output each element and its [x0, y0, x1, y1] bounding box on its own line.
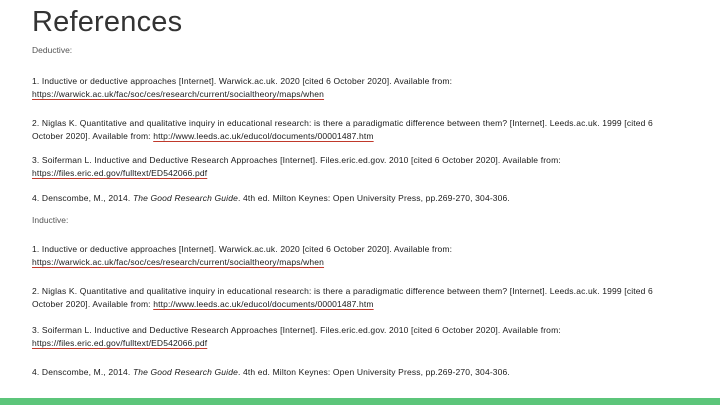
reference-text: 3. Soiferman L. Inductive and Deductive Research Approaches [Internet]. Files.eric.ed.gov. 2010 [cited 6 October 2020]. Available from: — [32, 325, 561, 335]
bottom-accent-bar — [0, 398, 720, 405]
section-label-deductive: Deductive: — [32, 45, 73, 55]
reference-item — [32, 243, 682, 268]
reference-item — [32, 117, 682, 142]
reference-text: 1. Inductive or deductive approaches [Internet]. Warwick.ac.uk. 2020 [cited 6 October 2020]. Available from: — [32, 76, 453, 86]
reference-book-title: The Good Research Guide — [132, 193, 238, 203]
reference-text: 3. Soiferman L. Inductive and Deductive Research Approaches [Internet]. Files.eric.ed.gov. 2010 [cited 6 October 2020]. Available from: — [32, 155, 561, 165]
reference-text: 4. Denscombe, M., 2014. — [32, 367, 131, 377]
reference-link[interactable]: https://files.eric.ed.gov/fulltext/ED542066.pdf — [32, 337, 208, 348]
reference-link[interactable]: https://files.eric.ed.gov/fulltext/ED542066.pdf — [32, 167, 208, 178]
reference-item — [32, 75, 682, 100]
page-title: References — [32, 6, 183, 38]
reference-text: 1. Inductive or deductive approaches [Internet]. Warwick.ac.uk. 2020 [cited 6 October 2020]. Available from: — [32, 244, 453, 254]
section-label-inductive: Inductive: — [32, 215, 69, 225]
reference-item — [32, 285, 682, 310]
reference-link[interactable]: http://www.leeds.ac.uk/educol/documents/00001487.htm — [153, 298, 374, 309]
reference-item — [32, 324, 682, 349]
reference-link[interactable]: https://warwick.ac.uk/fac/soc/ces/research/current/socialtheory/maps/when — [32, 88, 325, 99]
reference-item — [32, 192, 682, 205]
reference-book-title: The Good Research Guide — [132, 367, 238, 377]
reference-text: . 4th ed. Milton Keynes: Open University Press, pp.269-270, 304-306. — [237, 367, 510, 377]
reference-text: 4. Denscombe, M., 2014. — [32, 193, 131, 203]
reference-text: 2. Niglas K. Quantitative and qualitative inquiry in educational research: is there a paradigmatic difference between them? [Internet]. Leeds.ac.uk. 1999 [cited 6 October 2020]. Available from: — [32, 118, 653, 141]
reference-text: 2. Niglas K. Quantitative and qualitative inquiry in educational research: is there a paradigmatic difference between them? [Internet]. Leeds.ac.uk. 1999 [cited 6 October 2020]. Available from: — [32, 286, 653, 309]
reference-link[interactable]: http://www.leeds.ac.uk/educol/documents/00001487.htm — [153, 130, 374, 141]
reference-text: . 4th ed. Milton Keynes: Open University Press, pp.269-270, 304-306. — [237, 193, 510, 203]
reference-item — [32, 154, 682, 179]
reference-link[interactable]: https://warwick.ac.uk/fac/soc/ces/research/current/socialtheory/maps/when — [32, 256, 325, 267]
reference-item — [32, 366, 682, 379]
